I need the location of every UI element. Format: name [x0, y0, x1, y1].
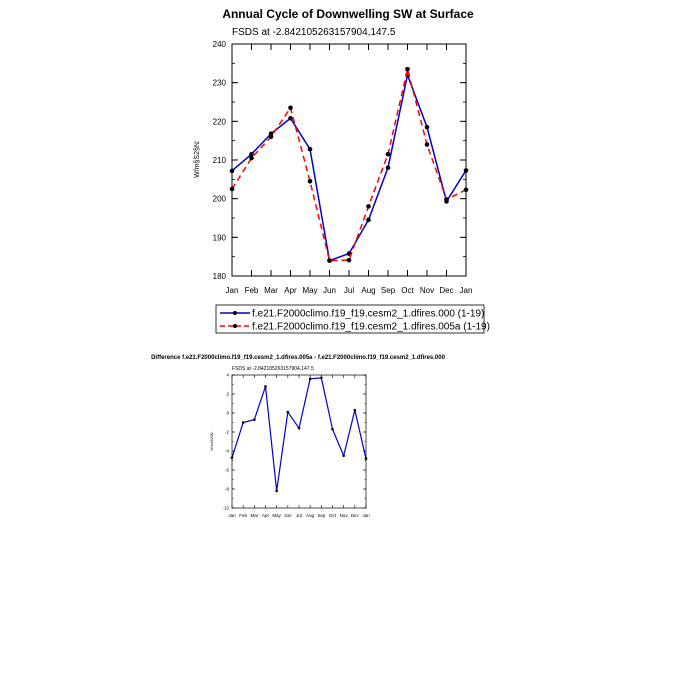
difference-y-tick-label: -6	[224, 467, 229, 473]
main-x-tick-label: Aug	[361, 286, 376, 295]
main-x-tick-label: Sep	[380, 286, 396, 295]
legend-label-series-2: f.e21.F2000climo.f19_f19.cesm2_1.dfires.005a (1-19)	[252, 321, 490, 333]
difference-x-tick-label: Mar	[250, 513, 259, 518]
difference-y-tick-label: 4	[226, 372, 229, 378]
main-series-1-point	[308, 147, 313, 152]
difference-y-tick-label: 0	[226, 410, 229, 416]
main-y-tick-label: 190	[212, 233, 226, 243]
main-y-tick-label: 240	[212, 40, 226, 49]
difference-series-1-point	[331, 428, 334, 431]
main-series-2-point	[269, 135, 274, 140]
main-series-2-point	[347, 258, 352, 263]
difference-chart-subtitle: FSDS at -2.842105263157904,147.5	[232, 366, 314, 372]
difference-x-tick-label: Oct	[328, 513, 337, 518]
difference-x-tick-label: Jan	[228, 513, 236, 518]
main-x-tick-label: Apr	[284, 286, 297, 295]
main-x-tick-label: Jan	[225, 286, 239, 295]
main-series-2-point	[327, 258, 332, 263]
main-chart-ylabel: W/m§S2§N:	[194, 140, 201, 178]
difference-series-1-point	[242, 421, 245, 424]
difference-x-tick-label: Nov	[339, 513, 348, 518]
main-series-1-point	[425, 125, 430, 130]
legend-marker-series-1	[233, 311, 237, 315]
main-series-2-point	[405, 67, 410, 72]
main-chart-subtitle: FSDS at -2.842105263157904,147.5	[232, 27, 396, 38]
difference-x-tick-label: Jun	[284, 513, 292, 518]
main-series-2-point	[308, 179, 313, 184]
main-chart-title: Annual Cycle of Downwelling SW at Surface	[222, 7, 474, 21]
main-y-tick-label: 180	[212, 272, 226, 281]
difference-x-tick-label: Sep	[317, 513, 326, 518]
main-y-tick-label: 220	[212, 117, 226, 127]
difference-series-1-point	[354, 409, 357, 412]
main-x-tick-label: Jan	[459, 286, 473, 295]
difference-series-1-point	[253, 418, 256, 421]
main-x-tick-label: Oct	[401, 286, 414, 295]
main-series-1-point	[288, 116, 293, 121]
difference-series-1-point	[320, 377, 323, 380]
main-chart-legend	[216, 305, 490, 333]
difference-series-1-point	[309, 378, 312, 381]
difference-x-tick-label: Dec	[350, 513, 359, 518]
difference-series-1-point	[287, 411, 290, 414]
main-y-tick-label: 210	[212, 156, 226, 165]
main-x-tick-label: Jul	[343, 286, 355, 295]
main-x-tick-label: Jun	[323, 286, 336, 295]
main-series-2-point	[386, 152, 391, 157]
main-series-1-point	[366, 218, 371, 223]
difference-series-1-point	[275, 490, 278, 493]
main-x-tick-label: Dec	[439, 286, 454, 295]
difference-series-1-point	[342, 454, 345, 457]
difference-y-tick-label: -10	[222, 505, 229, 511]
main-series-2-point	[249, 156, 254, 161]
main-x-tick-label: Mar	[264, 286, 278, 295]
difference-y-tick-label: -8	[224, 486, 229, 492]
difference-x-tick-label: May	[272, 513, 281, 518]
legend-label-series-1: f.e21.F2000climo.f19_f19.cesm2_1.dfires.000 (1-19)	[252, 308, 485, 320]
difference-chart-title: Difference f.e21.F2000climo.f19_f19.cesm2_1.dfires.005a - f.e21.F2000climo.f19_f19.cesm2_1.dfires.000	[151, 355, 445, 361]
difference-series-1-point	[264, 385, 267, 388]
difference-series-1-point	[298, 427, 301, 430]
difference-y-tick-label: -4	[224, 448, 229, 454]
difference-x-tick-label: Jan	[362, 513, 370, 518]
difference-x-tick-label: Jul	[296, 513, 302, 518]
difference-chart-ylabel: W/m§S2§N:	[210, 431, 214, 451]
difference-y-tick-label: 2	[226, 391, 229, 397]
difference-y-tick-label: -2	[224, 429, 229, 435]
main-series-2-point	[444, 197, 449, 202]
difference-x-tick-label: Aug	[306, 513, 315, 518]
main-series-2-point	[425, 142, 430, 147]
difference-x-tick-label: Feb	[239, 513, 248, 518]
difference-x-tick-label: Apr	[261, 513, 270, 518]
legend-marker-series-2	[233, 324, 237, 328]
main-y-tick-label: 230	[212, 78, 226, 88]
main-series-2-point	[366, 204, 371, 209]
main-x-tick-label: May	[302, 286, 318, 295]
main-series-1-point	[386, 165, 391, 170]
main-x-tick-label: Nov	[419, 286, 435, 295]
main-y-tick-label: 200	[212, 194, 226, 204]
main-x-tick-label: Feb	[244, 286, 259, 295]
main-series-2-point	[288, 106, 293, 111]
